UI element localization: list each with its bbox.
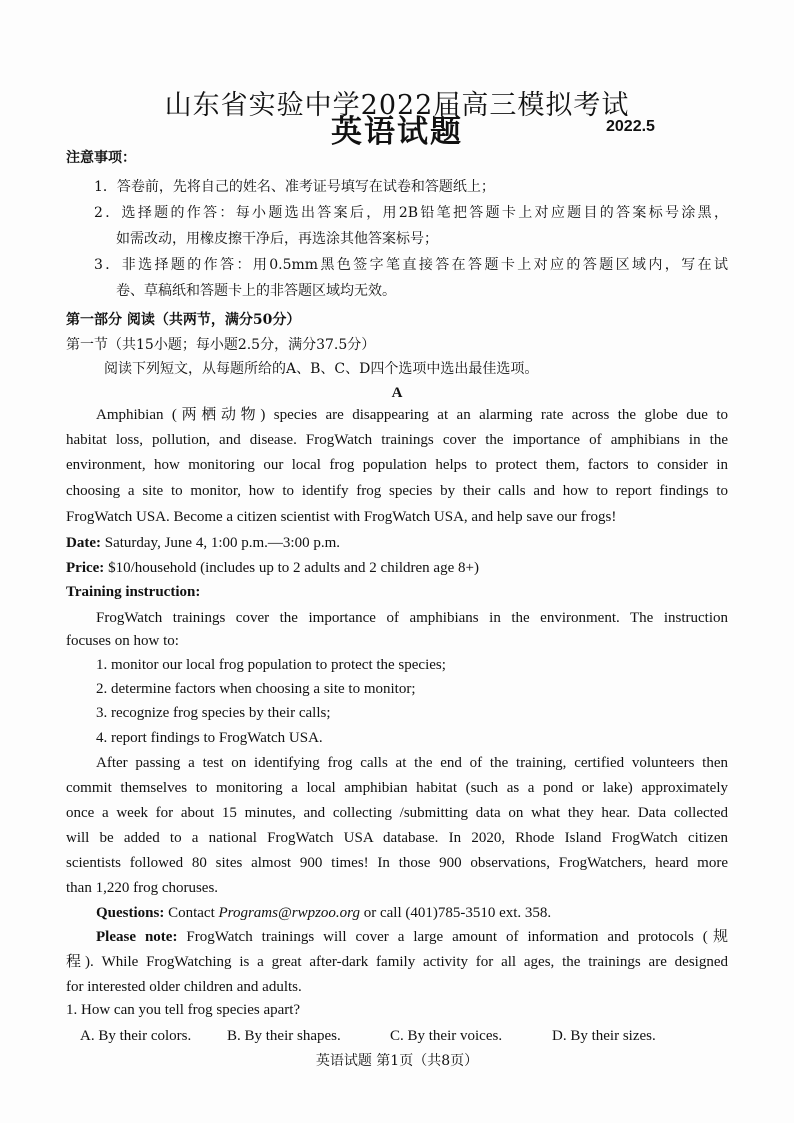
subject-title: 英语试题 [331,114,463,150]
passage-line: Amphibian (两栖动物) species are disappearing at an alarming rate across the globe due to [96,407,728,423]
option-b: B. By their shapes. [227,1028,341,1044]
note-line [96,927,728,947]
contact-email: Programs@rwpzoo.org [218,905,360,921]
passage-line: habitat loss, pollution, and disease. FrogWatch trainings cover the importance of amphibians in the [66,432,728,448]
notice-item: 如需改动，用橡皮擦干净后，再选涂其他答案标号； [116,231,438,247]
price-value: $10/household (includes up to 2 adults and 2 children age 8+) [104,560,479,576]
option-a: A. By their colors. [80,1028,192,1044]
passage-line: FrogWatch trainings cover the importance of amphibians in the environment. The instruction [96,610,728,626]
passage-line: commit themselves to monitoring a local amphibian habitat (such as a pond or lake) approximately [66,780,728,796]
section-heading: 第一节（共15小题；每小题2.5分，满分37.5分） [66,337,376,353]
list-item: 1. monitor our local frog population to protect the species; [96,657,446,673]
page-footer: 英语试题 第1页（共8页） [315,1053,479,1069]
questions-phone: or call (401)785-3510 ext. 358. [359,905,552,921]
note-label: Please note: [96,929,178,945]
school-title: 山东省实验中学2022届高三模拟考试 [164,90,630,121]
list-item: 4. report findings to FrogWatch USA. [96,730,323,746]
price-label: Price: [66,560,105,576]
notice-item: 2．选择题的作答：每小题选出答案后，用2B铅笔把答题卡上对应题目的答案标号涂黑， [94,205,728,221]
passage-line: After passing a test on identifying frog calls at the end of the training, certified volunteers then [96,755,728,771]
part1-heading: 第一部分 阅读（共两节，满分50分） [66,312,301,328]
passage-line: FrogWatch USA. Become a citizen scientist with FrogWatch USA, and help save our frogs! [66,509,617,525]
questions-label: Questions: [96,905,165,921]
question-stem: 1. How can you tell frog species apart? [66,1002,301,1018]
date-label: Date: [66,535,101,551]
option-c: C. By their voices. [390,1028,503,1044]
list-item: 2. determine factors when choosing a site to monitor; [96,681,416,697]
passage-line: focuses on how to: [66,633,179,649]
option-d: D. By their sizes. [552,1028,656,1044]
passage-line: will be added to a national FrogWatch USA database. In 2020, Rhode Island FrogWatch citizen [66,830,728,846]
note-line: for interested older children and adults. [66,979,302,995]
section-instruction: 阅读下列短文，从每题所给的A、B、C、D四个选项中选出最佳选项。 [104,361,539,377]
date-value: Saturday, June 4, 1:00 p.m.—3:00 p.m. [100,535,340,551]
questions-contact [96,903,728,923]
event-date [66,533,728,553]
note-text: FrogWatch trainings will cover a large amount of information and protocols (规 [177,929,728,945]
event-price [66,558,728,578]
list-item: 3. recognize frog species by their calls; [96,705,331,721]
notice-item: 1．答卷前，先将自己的姓名、准考证号填写在试卷和答题纸上； [94,179,495,195]
exam-date: 2022.5 [606,118,655,135]
passage-line: choosing a site to monitor, how to identify frog species by their calls and how to report findings to [66,483,728,499]
passage-line: environment, how monitoring our local frog population helps to protect them, factors to consider in [66,457,728,473]
training-heading: Training instruction: [66,584,201,600]
passage-line: than 1,220 frog choruses. [66,880,219,896]
note-line: 程). While FrogWatching is a great after-dark family activity for all ages, the trainings are designed [66,954,728,970]
passage-line: once a week for about 15 minutes, and collecting /submitting data on what they hear. Data collected [66,805,728,821]
passage-line: scientists followed 80 sites almost 900 times! In those 900 observations, FrogWatchers, heard more [66,855,728,871]
notice-item: 3．非选择题的作答：用0.5mm黑色签字笔直接答在答题卡上对应的答题区域内，写在试 [94,257,728,273]
notice-heading: 注意事项： [66,150,136,166]
passage-label: A [391,385,403,401]
notice-item: 卷、草稿纸和答题卡上的非答题区域均无效。 [116,283,396,299]
questions-text: Contact [164,905,219,921]
